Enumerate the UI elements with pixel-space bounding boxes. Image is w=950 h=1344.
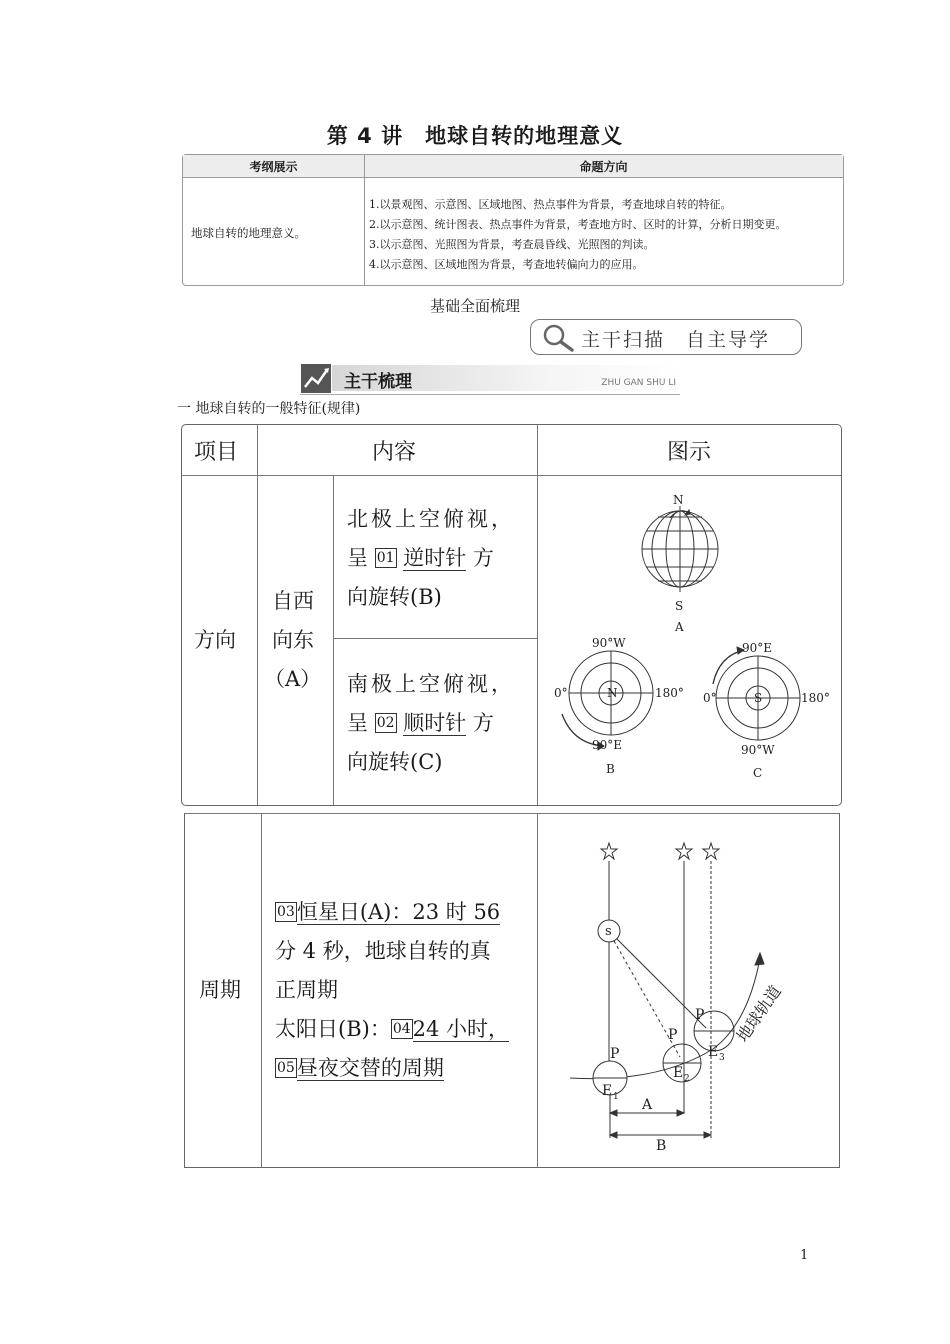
answer-box-05: 05	[277, 1060, 295, 1076]
rotation-table-direction	[181, 424, 842, 806]
heading-1: 一 地球自转的一般特征(规律)	[177, 401, 361, 417]
orbit-label: 地球轨道	[732, 981, 785, 1046]
polar-c-center: S	[754, 691, 763, 705]
direction-sub-2: 向东	[272, 628, 314, 652]
period-line-4: 太阳日(B)： 0424 小时，	[275, 1017, 510, 1041]
syllabus-header-right: 命题方向	[579, 160, 628, 174]
polar-c-left: 0°	[703, 691, 717, 705]
syllabus-item: 3.以示意图、光照图为背景，考查晨昏线、光照图的判读。	[369, 238, 655, 251]
north-line-2: 呈 01 逆时针 方	[347, 546, 494, 570]
polar-b-left: 0°	[554, 686, 568, 700]
polar-c-caption: C	[753, 766, 763, 780]
polar-c-top: 90°E	[742, 641, 773, 655]
star-icon	[703, 843, 719, 859]
polar-b-center: N	[607, 686, 618, 700]
e2-label: E	[673, 1065, 684, 1081]
polar-b-caption: B	[606, 762, 615, 776]
star-icon	[676, 843, 692, 859]
rotation-direction-figure	[538, 476, 841, 804]
e1-label: E	[602, 1083, 613, 1099]
syllabus-item: 4.以示意图、区域地图为背景，考查地转偏向力的应用。	[369, 258, 644, 271]
star-icon	[601, 843, 617, 859]
syllabus-header-left: 考纲展示	[249, 160, 298, 174]
direction-sub-3: （A）	[264, 667, 322, 691]
e1-sub: 1	[613, 1092, 619, 1102]
period-line-2: 分 4 秒，地球自转的真	[275, 939, 491, 963]
syllabus-item: 2.以示意图、统计图表、热点事件为背景，考查地方时、区时的计算，分析日期变更。	[369, 218, 787, 231]
sidereal-solar-day-figure	[538, 813, 838, 1166]
globe-a-n: N	[673, 493, 684, 507]
direction-sub-1: 自西	[272, 589, 314, 613]
section-label-bar	[300, 363, 680, 395]
syllabus-topic: 地球自转的地理意义。	[191, 226, 306, 240]
globe-a-caption: A	[675, 620, 684, 634]
section-label-pinyin: ZHU GAN SHU LI	[601, 378, 676, 388]
answer-north: 逆时针	[403, 546, 467, 570]
globe-a-s: S	[675, 599, 684, 613]
e3-sub: 3	[719, 1053, 725, 1063]
row-label-direction: 方向	[194, 628, 236, 652]
south-line-1: 南极上空俯视，	[347, 672, 515, 696]
polar-b-bottom: 90°E	[592, 738, 623, 752]
globe-a	[642, 506, 718, 592]
polar-c-bottom: 90°W	[741, 743, 775, 757]
page-title: 第 4 讲 地球自转的地理意义	[326, 124, 624, 148]
col-header-figure: 图示	[667, 440, 712, 465]
banner-text: 主干扫描 自主导学	[581, 329, 771, 351]
south-line-2: 呈 02 顺时针 方	[347, 711, 494, 735]
polar-b-right: 180°	[655, 686, 684, 700]
e3-label: E	[708, 1044, 719, 1060]
answer-box-03: 03	[277, 904, 295, 920]
answer-box-04: 04	[392, 1021, 411, 1037]
syllabus-list	[369, 195, 787, 275]
answer-south: 顺时针	[403, 711, 467, 735]
p-label-1: P	[610, 1046, 620, 1062]
south-line-3: 向旋转(C)	[347, 750, 443, 774]
polar-b	[562, 651, 653, 750]
col-header-item: 项目	[194, 440, 239, 465]
syllabus-item: 1.以景观图、示意图、区域地图、热点事件为背景，考查地球自转的特征。	[369, 198, 732, 211]
row-label-period: 周期	[199, 978, 241, 1002]
rotation-table-period	[184, 813, 840, 1168]
trend-chart-icon	[300, 363, 332, 394]
distance-a-label: A	[642, 1097, 653, 1113]
section-banner	[530, 319, 802, 355]
sun-label: s	[605, 924, 612, 939]
page-number: 1	[800, 1248, 809, 1263]
period-line-5: 05昼夜交替的周期	[277, 1056, 444, 1080]
answer-box-01: 01	[376, 550, 395, 566]
e2-sub: 2	[684, 1074, 690, 1084]
section-label: 主干梳理	[344, 372, 412, 392]
col-header-content: 内容	[372, 440, 417, 465]
polar-c-right: 180°	[801, 691, 830, 705]
p-label-3: P	[695, 1007, 705, 1023]
p-label-2: P	[668, 1027, 678, 1043]
magnifier-icon	[539, 322, 577, 352]
period-line-3: 正周期	[275, 978, 338, 1002]
period-line-1: 03恒星日(A)：23 时 56	[277, 900, 501, 924]
section-caption: 基础全面梳理	[429, 297, 520, 315]
distance-b-label: B	[656, 1138, 667, 1154]
syllabus-table	[182, 154, 844, 286]
north-line-1: 北极上空俯视，	[347, 507, 515, 531]
answer-box-02: 02	[376, 715, 395, 731]
polar-b-top: 90°W	[592, 636, 626, 650]
north-line-3: 向旋转(B)	[347, 585, 442, 609]
